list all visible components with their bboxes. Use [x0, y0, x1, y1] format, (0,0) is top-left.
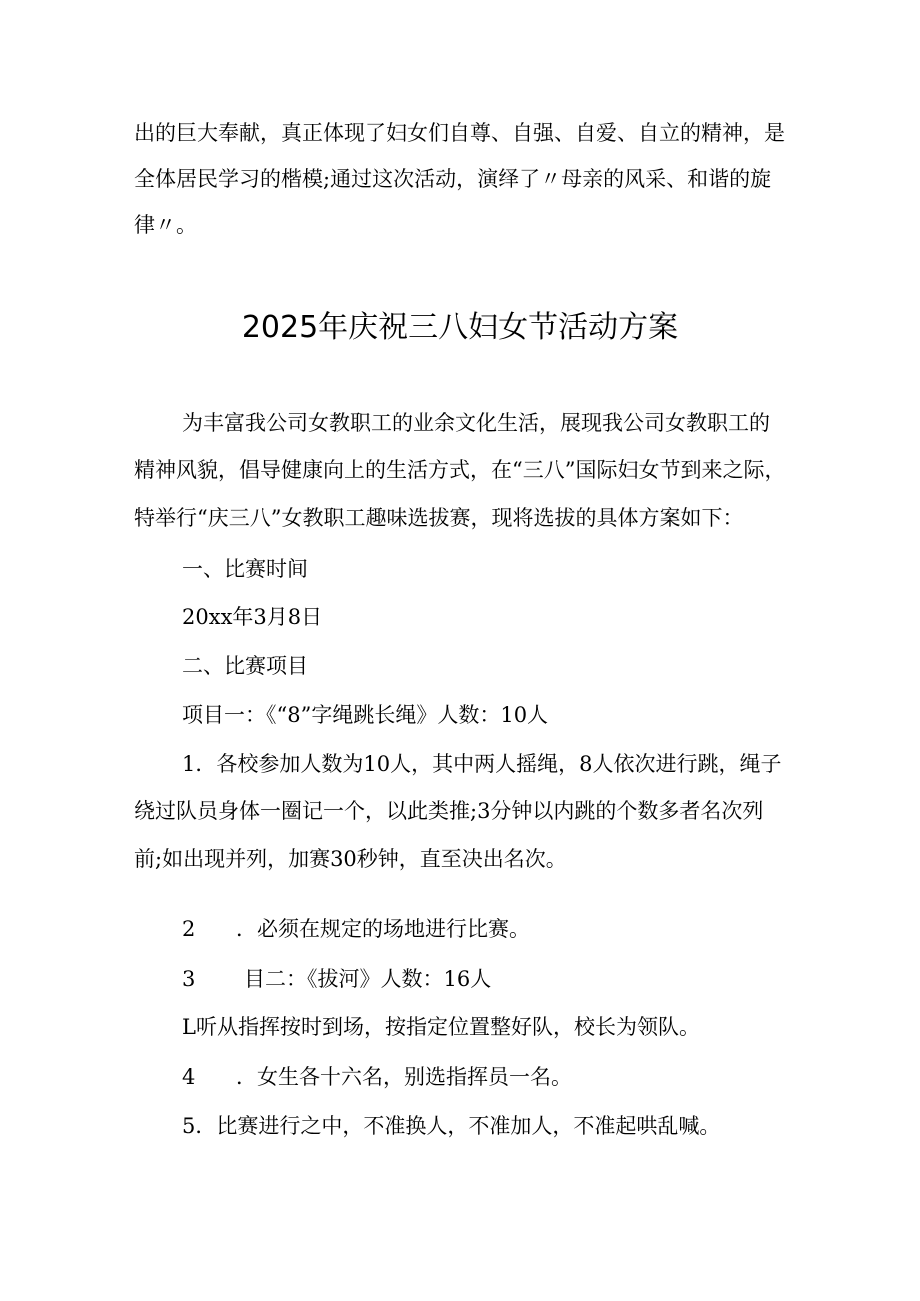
item1-rule2-number: 2	[182, 917, 196, 941]
document-title: 2025年庆祝三八妇女节活动方案	[241, 310, 679, 345]
item2-number: 3	[182, 967, 196, 991]
opening-line-3: 特举行“庆三八”女教职工趣味选拔赛，现将选拔的具体方案如下：	[134, 506, 744, 530]
item2-rule1: L听从指挥按时到场，按指定位置整好队，校长为领队。	[182, 1015, 700, 1039]
item1-rule1-line-2: 绕过队员身体一圈记一个，以此类推;3分钟以内跳的个数多者名次列	[134, 799, 764, 823]
section2-heading: 二、比赛项目	[182, 654, 308, 678]
section1-heading: 一、比赛时间	[182, 557, 308, 581]
section1-date: 20xx年3月8日	[182, 605, 323, 629]
item1-rule2-text: ．必须在规定的场地进行比赛。	[236, 917, 530, 941]
item2-rule2-number: 4	[182, 1065, 196, 1089]
item2-rule2-text: ．女生各十六名，别选指挥员一名。	[236, 1065, 572, 1089]
item2-rule3: 5．比赛进行之中，不准换人，不准加人，不准起哄乱喊。	[182, 1114, 721, 1138]
item1-rule1-line-3: 前;如出现并列，加赛30秒钟，直至决出名次。	[134, 847, 567, 871]
intro-line-3: 律〃。	[134, 213, 197, 237]
opening-line-2: 精神风貌，倡导健康向上的生活方式，在“三八”国际妇女节到来之际，	[134, 458, 786, 482]
item2-heading: 目二：《拔河》人数：16人	[244, 967, 492, 991]
intro-line-1: 出的巨大奉献，真正体现了妇女们自尊、自强、自爱、自立的精神，是	[134, 121, 785, 145]
item1-rule1-line-1: 1．各校参加人数为10人，其中两人摇绳，8人依次进行跳，绳子	[182, 752, 782, 776]
intro-line-2: 全体居民学习的楷模;通过这次活动，演绎了〃母亲的风采、和谐的旋	[134, 167, 772, 191]
item1-heading: 项目一：《“8”字绳跳长绳》人数：10人	[182, 703, 549, 727]
opening-line-1: 为丰富我公司女教职工的业余文化生活，展现我公司女教职工的	[182, 411, 770, 435]
